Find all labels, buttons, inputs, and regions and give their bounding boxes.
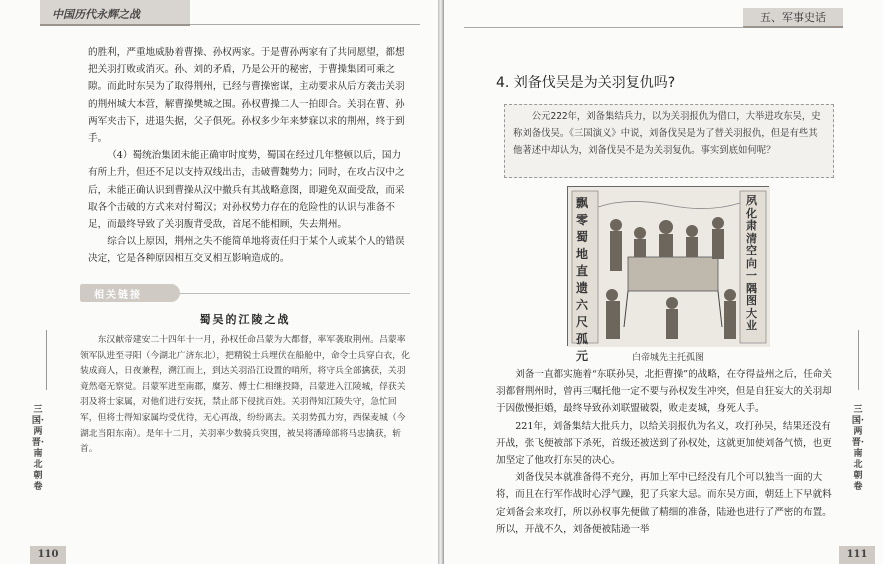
right-body-text [496,366,834,538]
feature-story [80,333,410,458]
side-rule [46,330,47,390]
right-page [444,0,883,564]
section-title: 4. 刘备伐吴是为关羽复仇吗? [496,75,676,91]
page-number: 110 [30,546,66,564]
intro-text: 公元222年，刘备集结兵力，以为关羽报仇为借口，大举进攻东吴，史称刘备伐吴。《三国演义》中说，刘备伐吴是为了替关羽报仇，但是有些其他著述中却认为，刘备伐吴不是为关羽复仇。事实到底如何呢？ [513,111,821,156]
left-body-text [88,44,408,268]
paragraph: 的胜利，严重地威胁着曹操、孙权两家。于是曹孙两家有了共同愿望，都想把关羽打败或消灭。孙、刘的矛盾，乃是公开的秘密，于曹操集团可乘之隙。而此时东吴为了取得荆州，已经与曹操密谋，主动要求从后方袭击关羽的荆州城大本营，解曹操樊城之围。孙权曹操二人一拍即合。关羽在曹、孙两军夹击下，进退失据，父子俱死。孙权多少年来梦寐以求的荆州，终于到手。 [88,47,405,145]
left-page [0,0,438,564]
side-rule [858,330,859,390]
header-rule [190,24,420,25]
right-running-header: 五、军事史话 [743,8,843,28]
illustration-left-inscription: 飘零蜀地直遗六尺孤元 [576,196,589,363]
illustration-right-inscription: 夙化肃清空向一隅图大业 [746,194,757,332]
figure-caption: 白帝城先主托孤图 [631,353,704,363]
story-paragraph: 东汉献帝建安二十四年十一月，孙权任命吕蒙为大都督，率军袭取荆州。吕蒙率领军队进至寻阳（今湖北广济东北），把精锐士兵埋伏在船舱中，命令士兵穿白衣，化装成商人，日夜兼程，溯江而上，到达关羽沿江设置的哨所，将守兵全部擒获，关羽竟然毫无察觉。吕蒙军进至南郡，糜芳、傅士仁相继投降，吕蒙进入江陵城，俘获关羽及将士家属，对他们进行安抚，禁止部下侵扰百姓。关羽得知江陵失守，急忙回军，但将士得知家属均受优待，无心再战，纷纷离去。关羽势孤力穷，西保麦城（今湖北当阳东南）。是年十二月，关羽率少数骑兵突围，被吴将潘璋部将马忠擒获，斩首。 [80,335,410,455]
page-number: 111 [839,546,875,564]
left-running-header: 中国历代永辉之战 [40,0,190,26]
header-rule [464,27,744,28]
feature-title: 蜀吴的江陵之战 [199,313,291,326]
paragraph: 刘备伐吴本就准备得不充分，再加上军中已经没有几个可以独当一面的大将，而且在行军作战时心浮气躁，犯了兵家大忌。而东吴方面，朝廷上下早就料定刘备会来攻打，所以孙权事先便做了精细的准备，陆逊也进行了严密的布置。所以，开战不久，刘备便被陆逊一举 [496,472,832,535]
illustration-drawing [568,187,770,347]
feature-rule [180,293,410,294]
related-link-tag: 相关链接 [80,284,180,302]
side-volume-label: 三国·两晋·南北朝卷 [851,405,865,492]
paragraph: 221年，刘备集结大批兵力，以给关羽报仇为名义，攻打孙吴，结果还没有开战，张飞便被部下杀死，首级还被送到了孙权处，这就更加使刘备气愤，也更加坚定了他攻打东吴的决心。 [496,420,832,467]
side-volume-label: 三国·两晋·南北朝卷 [31,405,45,492]
paragraph: 综合以上原因，荆州之失不能简单地将责任归于某个人或某个人的错误决定，它是各种原因相互交叉相互影响造成的。 [88,236,405,265]
paragraph: 刘备一直都实施着“东联孙吴，北拒曹操”的战略，在夺得益州之后，任命关羽都督荆州时，曾再三嘱托他一定不要与孙权发生冲突，但是自狂妄大的关羽却于因傲慢拒婚，最终导致孙刘联盟破裂，败走麦城，身死人手。 [496,369,832,415]
intro-box [504,104,834,178]
paragraph: （4）蜀统治集团未能正确审时度势，蜀国在经过几年整顿以后，国力有所上升，但还不足以支持双线出击，击破曹魏势力；同时，在攻占汉中之后，未能正确认识到曹操从汉中撤兵有其战略意图，即避免双面受敌，而采取各个击破的方式来对付蜀汉；对孙权势力存在的危险性的认识与准备不足，而最终导致了关羽腹背受敌，首尾不能相顾，失去荆州。 [88,150,405,231]
